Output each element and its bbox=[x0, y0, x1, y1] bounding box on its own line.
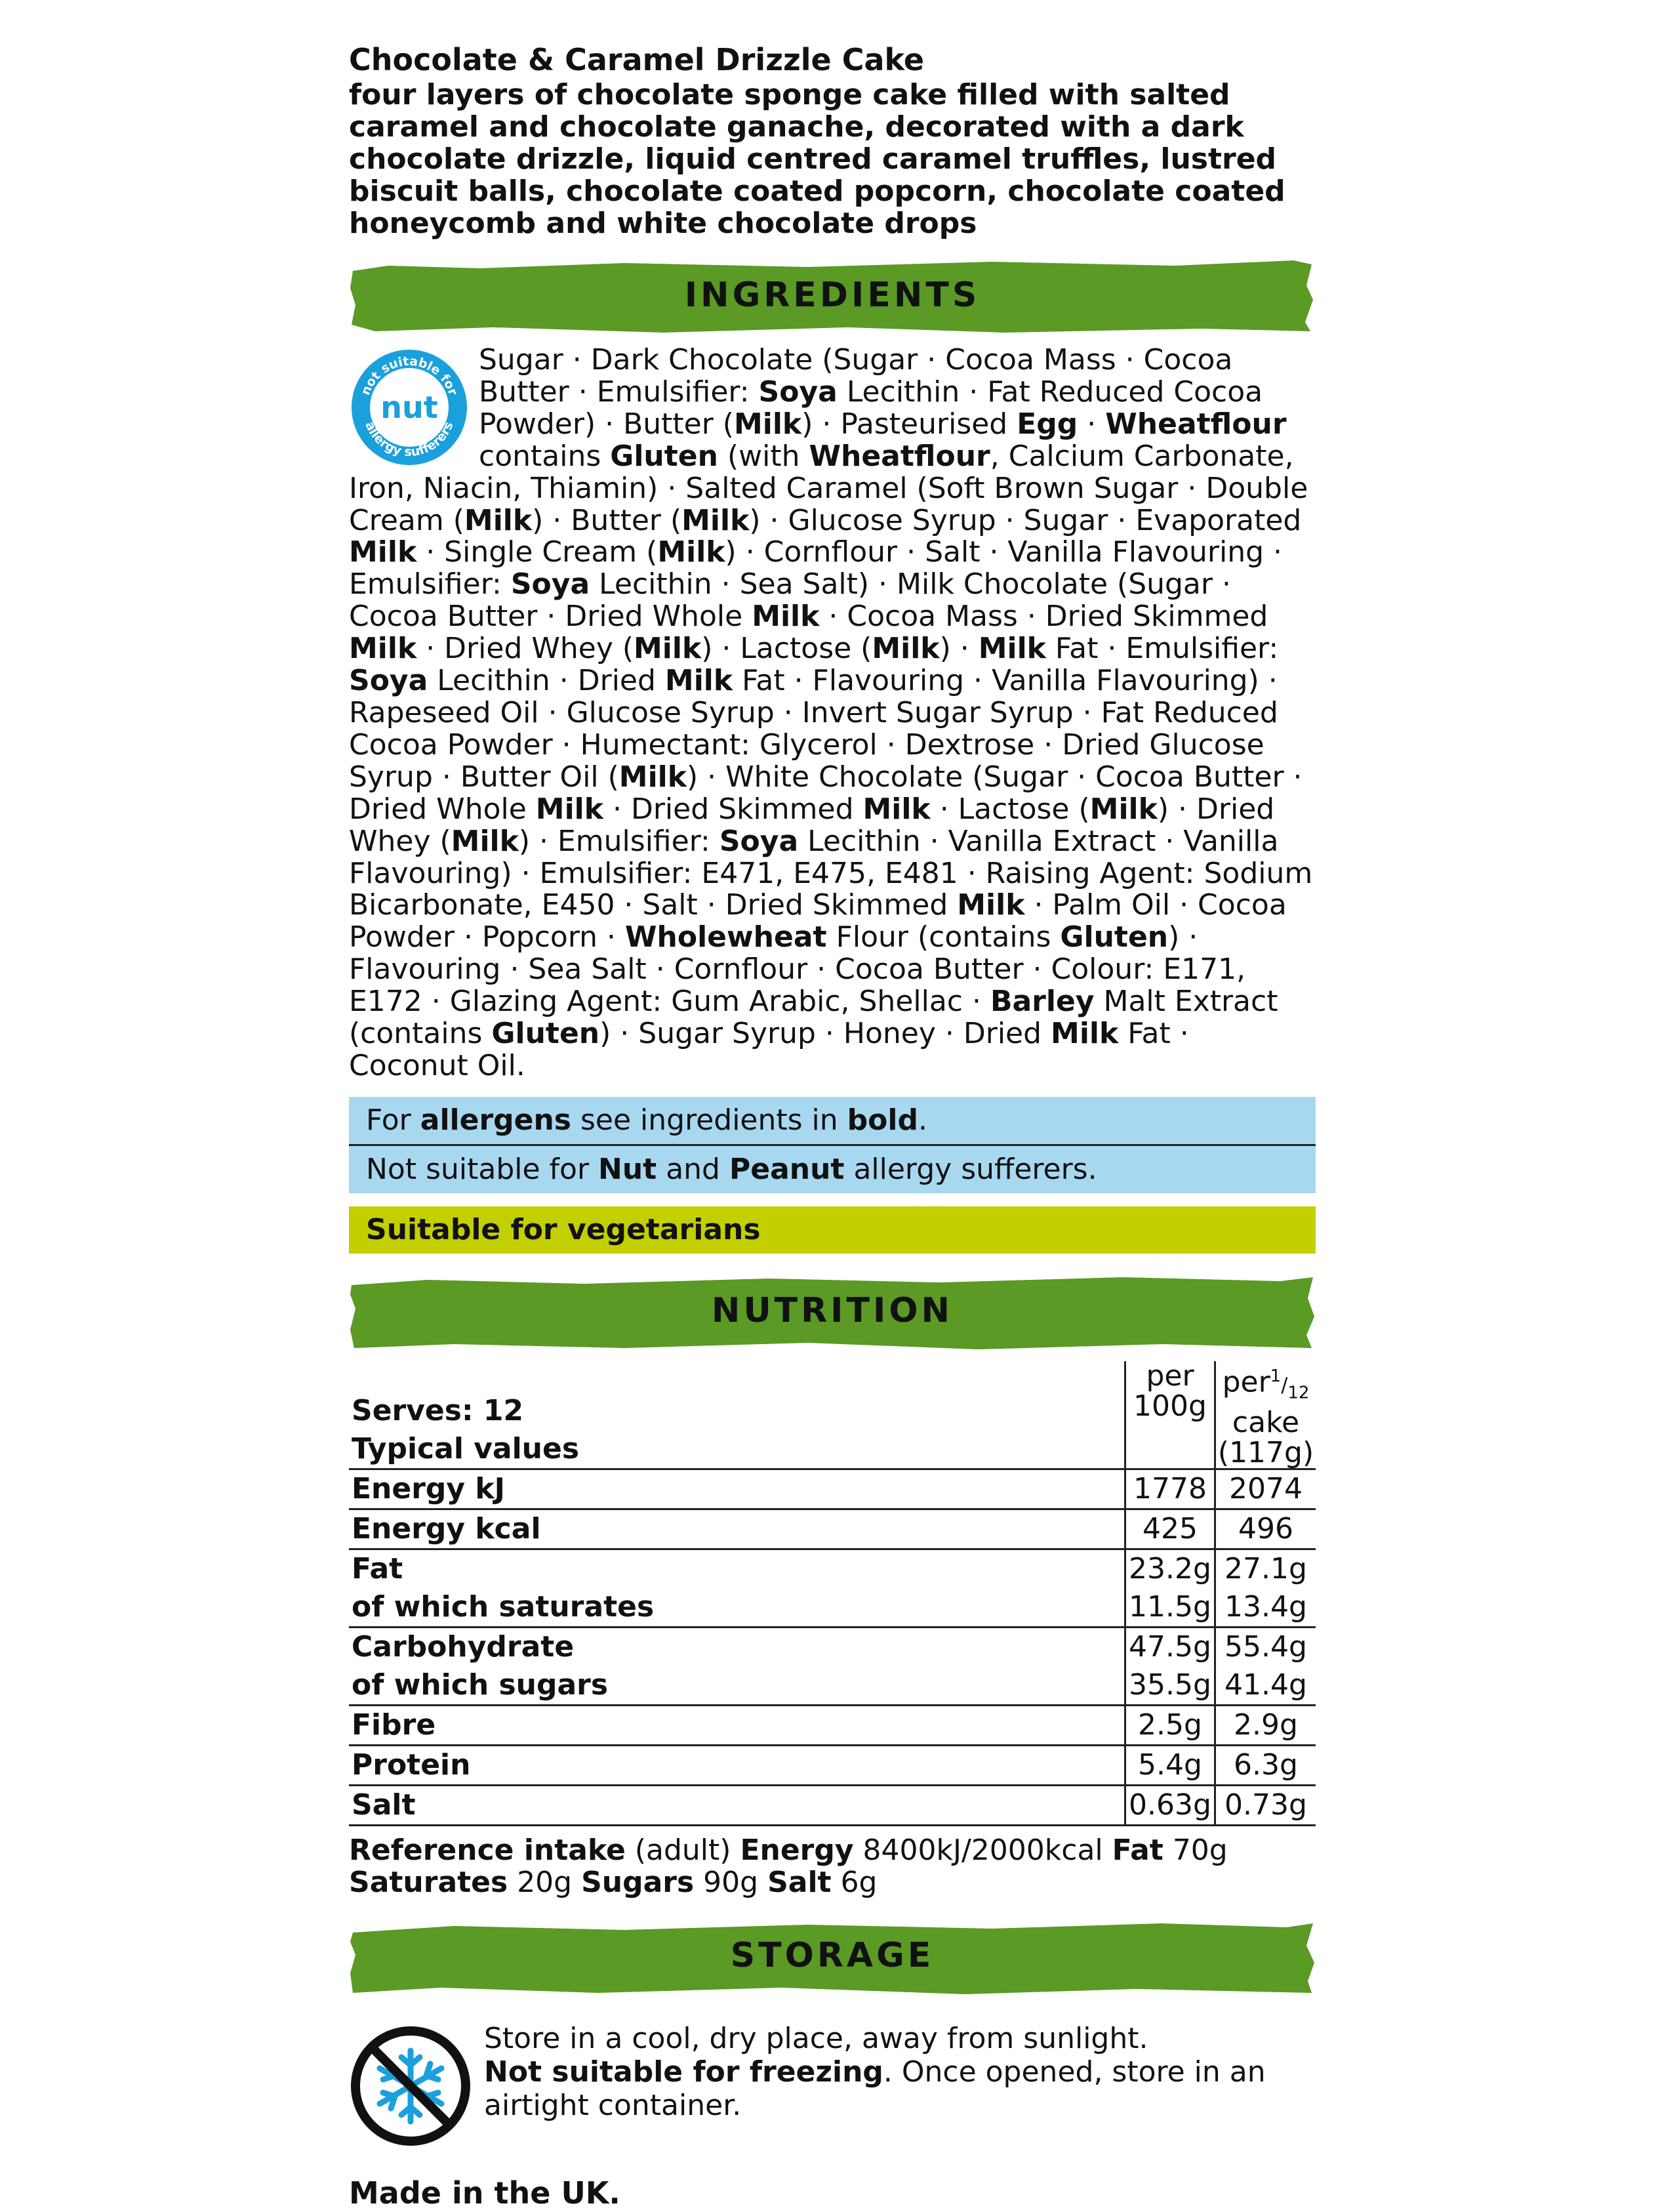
ingredient-text: ) · Cornflour · Salt · Vanilla Flavouring · Emulsifier: bbox=[349, 535, 1283, 602]
storage-heading: STORAGE bbox=[730, 1936, 935, 1976]
ingredient-text: · Lactose ( bbox=[930, 792, 1090, 826]
ingredient-text: Lecithin · Sea Salt) · Milk Chocolate (Sugar · Cocoa Butter · Dried Whole bbox=[349, 567, 1231, 634]
nutrition-row bbox=[349, 1666, 1316, 1706]
ingredient-text: ) · Sugar Syrup · Honey · Dried bbox=[599, 1017, 1051, 1051]
ingredient-text: Fat · Coconut Oil. bbox=[349, 1017, 1189, 1082]
allergen-word: Milk bbox=[1051, 1017, 1119, 1051]
nutrient-label: Energy kcal bbox=[349, 1509, 1125, 1549]
nutrient-label: Energy kJ bbox=[349, 1469, 1125, 1509]
allergen-word: Milk bbox=[872, 632, 940, 666]
allergen-word: Milk bbox=[451, 824, 519, 858]
typical-values-label: Typical values bbox=[352, 1432, 580, 1466]
per-100g-value: 425 bbox=[1125, 1509, 1215, 1549]
storage-banner bbox=[349, 1919, 1316, 1999]
per-serving-value: 2.9g bbox=[1215, 1706, 1316, 1746]
nutrient-label: Carbohydrate bbox=[349, 1628, 1125, 1667]
ingredient-text: Lecithin · Dried bbox=[428, 664, 665, 698]
nutrition-banner bbox=[349, 1275, 1316, 1355]
nutrition-row bbox=[349, 1469, 1316, 1509]
ingredient-text: Lecithin · Fat Reduced Cocoa Powder) · Butter ( bbox=[479, 375, 1263, 441]
allergen-word: Milk bbox=[681, 503, 750, 537]
per-100g-value: 0.63g bbox=[1125, 1786, 1215, 1826]
allergen-word: Milk bbox=[464, 503, 533, 537]
ingredient-text: (with bbox=[718, 439, 809, 473]
nutrition-header-row bbox=[349, 1361, 1316, 1469]
ingredient-text: ) · Butter ( bbox=[532, 503, 682, 537]
nutrition-row bbox=[349, 1746, 1316, 1786]
nutrition-row bbox=[349, 1549, 1316, 1589]
ingredient-text: ) · Lactose ( bbox=[701, 632, 872, 666]
allergen-word: Gluten bbox=[610, 439, 718, 473]
allergen-word: Milk bbox=[634, 632, 702, 666]
per-serving-value: 2074 bbox=[1215, 1469, 1316, 1509]
ingredient-text: ) · Pasteurised bbox=[801, 407, 1017, 441]
nutrition-row bbox=[349, 1786, 1316, 1826]
allergen-word: Milk bbox=[664, 664, 733, 698]
made-in-label: Made in the UK. bbox=[349, 2175, 620, 2211]
nutrition-header-label bbox=[349, 1361, 1125, 1469]
nutrition-row bbox=[349, 1509, 1316, 1549]
allergen-word: Milk bbox=[1089, 792, 1158, 826]
allergen-word: Milk bbox=[535, 792, 603, 826]
ingredient-text: Sugar · Dark Chocolate (Sugar · Cocoa Mass · Cocoa Butter · Emulsifier: bbox=[479, 343, 1233, 409]
nutrient-label: of which sugars bbox=[352, 1668, 609, 1702]
ingredient-text: ) · Glucose Syrup · Sugar · Evaporated bbox=[749, 503, 1302, 537]
ingredient-text: ) · White Chocolate (Sugar · Cocoa Butter · Dried Whole bbox=[349, 760, 1303, 826]
per-100g-value: 2.5g bbox=[1125, 1706, 1215, 1746]
per-100g-value: 11.5g bbox=[1125, 1588, 1215, 1628]
nutrient-label: Fat bbox=[349, 1549, 1125, 1589]
storage-line: Store in a cool, dry place, away from sunlight. bbox=[484, 2022, 1148, 2056]
per-100g-header: per 100g bbox=[1125, 1361, 1215, 1469]
per-serving-value: 496 bbox=[1215, 1509, 1316, 1549]
ingredient-text: ) · Dried Whey ( bbox=[349, 792, 1275, 858]
per-100g-value: 1778 bbox=[1125, 1469, 1215, 1509]
per-100g-value: 5.4g bbox=[1125, 1746, 1215, 1786]
allergen-word: Milk bbox=[657, 535, 725, 569]
allergen-word: Gluten bbox=[491, 1017, 600, 1051]
ingredient-text: Flour (contains bbox=[826, 920, 1061, 954]
allergen-word: Milk bbox=[349, 632, 417, 666]
svg-text:not suitable for: not suitable for bbox=[358, 354, 460, 398]
nutrition-row bbox=[349, 1706, 1316, 1746]
product-description: four layers of chocolate sponge cake filled with salted caramel and chocolate ganache, decorated with a dark chocolate drizzle, liquid centred caramel truffles, lustred biscuit balls, chocolate coated popcorn, chocolate coated honeycomb and white chocolate drops bbox=[349, 78, 1285, 240]
allergen-word: Milk bbox=[733, 407, 802, 441]
allergen-word: Soya bbox=[349, 664, 428, 698]
ingredient-text: · Dried Whey ( bbox=[416, 632, 634, 666]
vegetarian-badge: Suitable for vegetarians bbox=[349, 1206, 1316, 1254]
ingredient-text: Lecithin · Vanilla Extract · Vanilla Flavouring) · Emulsifier: E471, E475, E481 · Raising Agent: Sodium Bicarbonate, E450 · Salt · Dried Skimmed bbox=[349, 824, 1313, 922]
allergen-word: Soya bbox=[510, 567, 590, 602]
ingredient-text: · Cocoa Mass · Dried Skimmed bbox=[819, 600, 1268, 634]
per-serving-value: 27.1g bbox=[1215, 1549, 1316, 1589]
ingredient-text: , Calcium Carbonate, Iron, Niacin, Thiamin) · Salted Caramel (Soft Brown Sugar · Double Cream ( bbox=[349, 439, 1308, 537]
no-freezing-icon bbox=[349, 2024, 472, 2148]
ingredient-text: · bbox=[1078, 407, 1106, 441]
nutrient-label: Salt bbox=[349, 1786, 1125, 1826]
per-serving-value: 13.4g bbox=[1215, 1588, 1316, 1628]
ingredient-text: Fat · Flavouring · Vanilla Flavouring) · Rapeseed Oil · Glucose Syrup · Invert Sugar Syrup · Fat Reduced Cocoa Powder · Humectant: Glycerol · Dextrose · Dried Glucose Syrup · Butter Oil ( bbox=[349, 664, 1278, 794]
ingredient-text: · Palm Oil · Cocoa Powder · Popcorn · bbox=[349, 888, 1287, 954]
nutrition-row bbox=[349, 1628, 1316, 1667]
nutrition-row bbox=[349, 1588, 1316, 1628]
allergen-word: Milk bbox=[978, 632, 1046, 666]
storage-freezing: Not suitable for freezing. Once opened, store in an airtight container. bbox=[484, 2055, 1266, 2123]
allergen-word: Wheatflour bbox=[1105, 407, 1287, 441]
nutrition-heading: NUTRITION bbox=[711, 1290, 954, 1330]
ingredient-text: Fat · Emulsifier: bbox=[1045, 632, 1279, 666]
allergen-word: Milk bbox=[862, 792, 931, 826]
ingredient-text: Malt Extract (contains bbox=[349, 985, 1278, 1051]
per-serving-value: 55.4g bbox=[1215, 1628, 1316, 1667]
ingredient-text: · Dried Skimmed bbox=[603, 792, 863, 826]
allergen-note: For allergens see ingredients in bold. bbox=[349, 1097, 1316, 1144]
per-serving-header: $per^1/_{12}$ cake (117g) bbox=[1215, 1361, 1316, 1469]
per-serving-value: 41.4g bbox=[1215, 1666, 1316, 1706]
storage-text bbox=[484, 2022, 1310, 2122]
storage-info bbox=[349, 2022, 1316, 2160]
allergen-word: Milk bbox=[957, 888, 1025, 922]
nutrient-label: of which saturates bbox=[352, 1590, 655, 1624]
allergen-word: Gluten bbox=[1060, 920, 1169, 954]
allergen-word: Wheatflour bbox=[809, 439, 990, 473]
per-serving-value: 0.73g bbox=[1215, 1786, 1316, 1826]
per-100g-value: 35.5g bbox=[1125, 1666, 1215, 1706]
nut-allergy-note: Not suitable for Nut and Peanut allergy sufferers. bbox=[349, 1144, 1316, 1193]
per-100g-value: 23.2g bbox=[1125, 1549, 1215, 1589]
ingredient-text: contains bbox=[479, 439, 611, 473]
reference-intake: Reference intake (adult) Energy 8400kJ/2000kcal Fat 70g Saturates 20g Sugars 90g Salt 6g bbox=[349, 1833, 1228, 1900]
ingredients-list bbox=[349, 343, 1312, 1082]
nutrition-table bbox=[349, 1361, 1316, 1826]
allergen-word: Milk bbox=[618, 760, 687, 794]
product-title: Chocolate & Caramel Drizzle Cake bbox=[349, 42, 925, 77]
ingredients-text bbox=[349, 344, 1316, 1082]
allergen-word: Soya bbox=[758, 375, 838, 409]
allergen-word: Wholewheat bbox=[625, 920, 827, 954]
ingredient-text: ) · Flavouring · Sea Salt · Cornflour · Cocoa Butter · Colour: E171, E172 · Glazing Agent: Gum Arabic, Shellac · bbox=[349, 920, 1246, 1019]
nutrient-label: Protein bbox=[349, 1746, 1125, 1786]
ingredients-heading: INGREDIENTS bbox=[684, 276, 981, 315]
allergen-word: Egg bbox=[1017, 407, 1078, 441]
per-100g-value: 47.5g bbox=[1125, 1628, 1215, 1667]
ingredient-text: ) · Emulsifier: bbox=[518, 824, 719, 858]
nut-warning-icon bbox=[349, 347, 470, 468]
allergy-info bbox=[349, 1097, 1316, 1193]
ingredients-banner bbox=[349, 259, 1316, 339]
allergen-word: Soya bbox=[719, 824, 799, 858]
svg-text:allergy sufferers: allergy sufferers bbox=[362, 419, 456, 460]
nutrient-label: Fibre bbox=[349, 1706, 1125, 1746]
per-serving-value: 6.3g bbox=[1215, 1746, 1316, 1786]
product-label bbox=[349, 41, 1316, 2212]
nut-badge-center: nut bbox=[380, 390, 438, 425]
allergen-word: Milk bbox=[349, 535, 417, 569]
allergen-word: Barley bbox=[990, 985, 1095, 1019]
ingredient-text: ) · bbox=[939, 632, 979, 666]
serves-label: Serves: 12 bbox=[352, 1394, 524, 1428]
allergen-word: Milk bbox=[752, 600, 820, 634]
ingredient-text: · Single Cream ( bbox=[416, 535, 658, 569]
